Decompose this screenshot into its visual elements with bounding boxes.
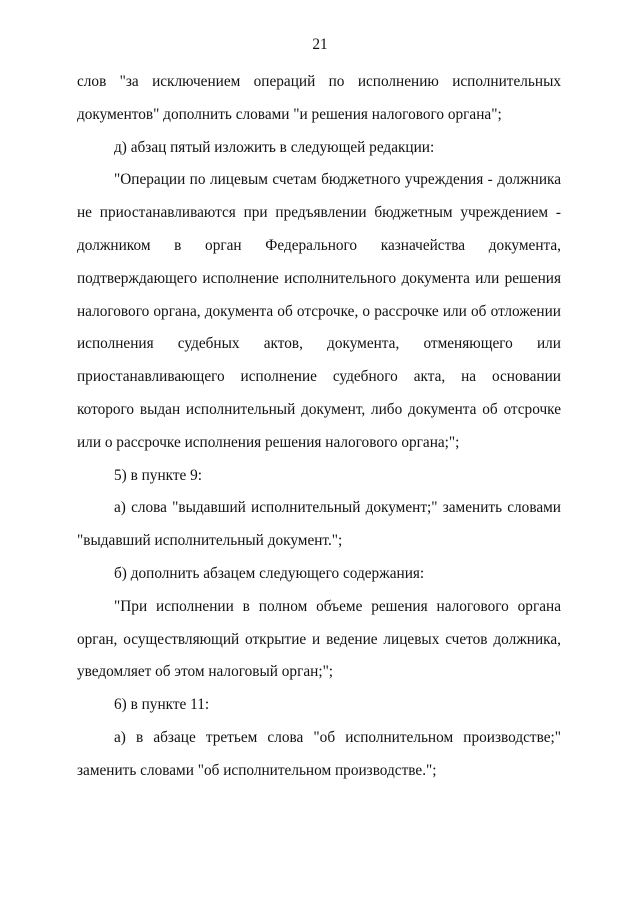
paragraph-quote-execution: "При исполнении в полном объеме решения налогового органа орган, осуществляющий открытие и ведение лицевых счетов должника, уведомляет об этом налоговый орган;"; — [77, 597, 561, 681]
paragraph-6a: а) в абзаце третьем слова "об исполнительном производстве;" заменить словами "об исполнительном производстве."; — [77, 728, 561, 779]
body-text — [77, 66, 561, 788]
paragraph-5b: б) дополнить абзацем следующего содержания: — [114, 564, 425, 582]
paragraph-item-6: 6) в пункте 11: — [114, 696, 210, 714]
paragraph-item-5: 5) в пункте 9: — [114, 466, 203, 484]
page-number: 21 — [312, 36, 328, 53]
paragraph-quote-operations: "Операции по лицевым счетам бюджетного учреждения - должника не приостанавливаются при предъявлении бюджетным учреждением - должником в орган Федерального казначейства документа, подтверждающего исполнение исполнительного документа или решения налогового органа, документа об отсрочке, о рассрочке или об отложении исполнения судебных актов, документа, отменяющего или приостанавливающего исполнение судебного акта, на основании которого выдан исполнительный документ, либо документа об отсрочке или о рассрочке исполнения решения налогового органа;"; — [77, 171, 561, 451]
paragraph-5a: а) слова "выдавший исполнительный документ;" заменить словами "выдавший исполнительный документ."; — [77, 499, 561, 550]
paragraph-d: д) абзац пятый изложить в следующей редакции: — [114, 138, 435, 156]
paragraph-intro: слов "за исключением операций по исполнению исполнительных документов" дополнить словами "и решения налогового органа"; — [77, 73, 561, 123]
